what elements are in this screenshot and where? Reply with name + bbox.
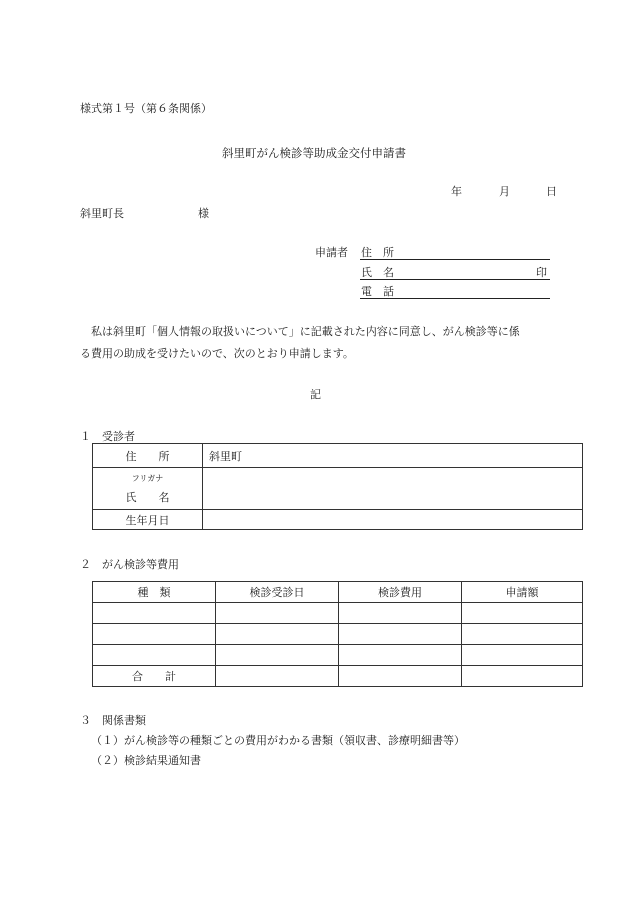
cost-cell-exam-date[interactable] [216,603,339,624]
related-document-item: （２）検診結果通知書 [91,754,201,767]
ki-mark: 記 [310,388,321,401]
examinee-furigana-label: フリガナ [131,473,164,483]
examinee-address-row [93,444,583,468]
applicant-seal-mark: 印 [536,266,547,279]
examinee-name-label-cell [93,468,203,510]
cost-cell-claim-amount[interactable] [462,645,583,666]
form-number: 様式第１号（第６条関係） [80,102,212,115]
examinee-name-label: 氏 名 [125,490,170,504]
cost-header-exam-cost: 検診費用 [339,582,462,603]
applicant-phone-label: 電 話 [361,285,394,298]
date-month-label: 月 [499,185,510,198]
document-title: 斜里町がん検診等助成金交付申請書 [222,146,406,160]
body-text-line1: 私は斜里町「個人情報の取扱いについて」に記載された内容に同意し、がん検診等に係 [91,325,520,338]
examinee-name-value[interactable] [203,468,583,510]
section1-heading: １ 受診者 [80,430,135,443]
cost-cell-exam-cost[interactable] [339,645,462,666]
cost-total-exam-cost[interactable] [339,666,462,687]
cost-table [92,581,583,687]
cost-cell-type[interactable] [93,645,216,666]
cost-header-claim-amount: 申請額 [462,582,583,603]
applicant-name-label: 氏 名 [361,266,394,279]
applicant-label: 申請者 [315,246,348,259]
examinee-name-row [93,468,583,510]
cost-cell-exam-date[interactable] [216,645,339,666]
cost-header-exam-date: 検診受診日 [216,582,339,603]
cost-cell-exam-cost[interactable] [339,603,462,624]
cost-cell-type[interactable] [93,624,216,645]
examinee-address-value[interactable]: 斜里町 [203,444,583,468]
applicant-phone-field[interactable] [360,298,550,299]
cost-total-label: 合 計 [93,666,216,687]
cost-table-header-row [93,582,583,603]
cost-table-row [93,645,583,666]
applicant-address-field[interactable] [360,259,550,260]
cost-cell-exam-cost[interactable] [339,624,462,645]
cost-total-row [93,666,583,687]
cost-cell-exam-date[interactable] [216,624,339,645]
related-document-item: （１）がん検診等の種類ごとの費用がわかる書類（領収書、診療明細書等） [91,734,465,747]
date-year-label: 年 [451,185,462,198]
cost-cell-claim-amount[interactable] [462,624,583,645]
examinee-birthdate-label: 生年月日 [93,510,203,530]
cost-cell-claim-amount[interactable] [462,603,583,624]
date-day-label: 日 [546,185,557,198]
cost-total-exam-date[interactable] [216,666,339,687]
examinee-table [92,443,583,530]
addressee-name: 斜里町長 [80,207,124,220]
applicant-name-field[interactable] [360,279,550,280]
body-text-line2: る費用の助成を受けたいので、次のとおり申請します。 [80,347,354,360]
cost-header-type: 種 類 [93,582,216,603]
examinee-birthdate-value[interactable] [203,510,583,530]
applicant-address-label: 住 所 [361,246,394,259]
examinee-address-label: 住 所 [93,444,203,468]
cost-table-row [93,603,583,624]
addressee-honorific: 様 [198,207,209,220]
section2-heading: ２ がん検診等費用 [80,558,179,571]
cost-table-row [93,624,583,645]
cost-cell-type[interactable] [93,603,216,624]
section3-heading: ３ 関係書類 [80,714,146,727]
cost-total-claim-amount[interactable] [462,666,583,687]
examinee-birthdate-row [93,510,583,530]
